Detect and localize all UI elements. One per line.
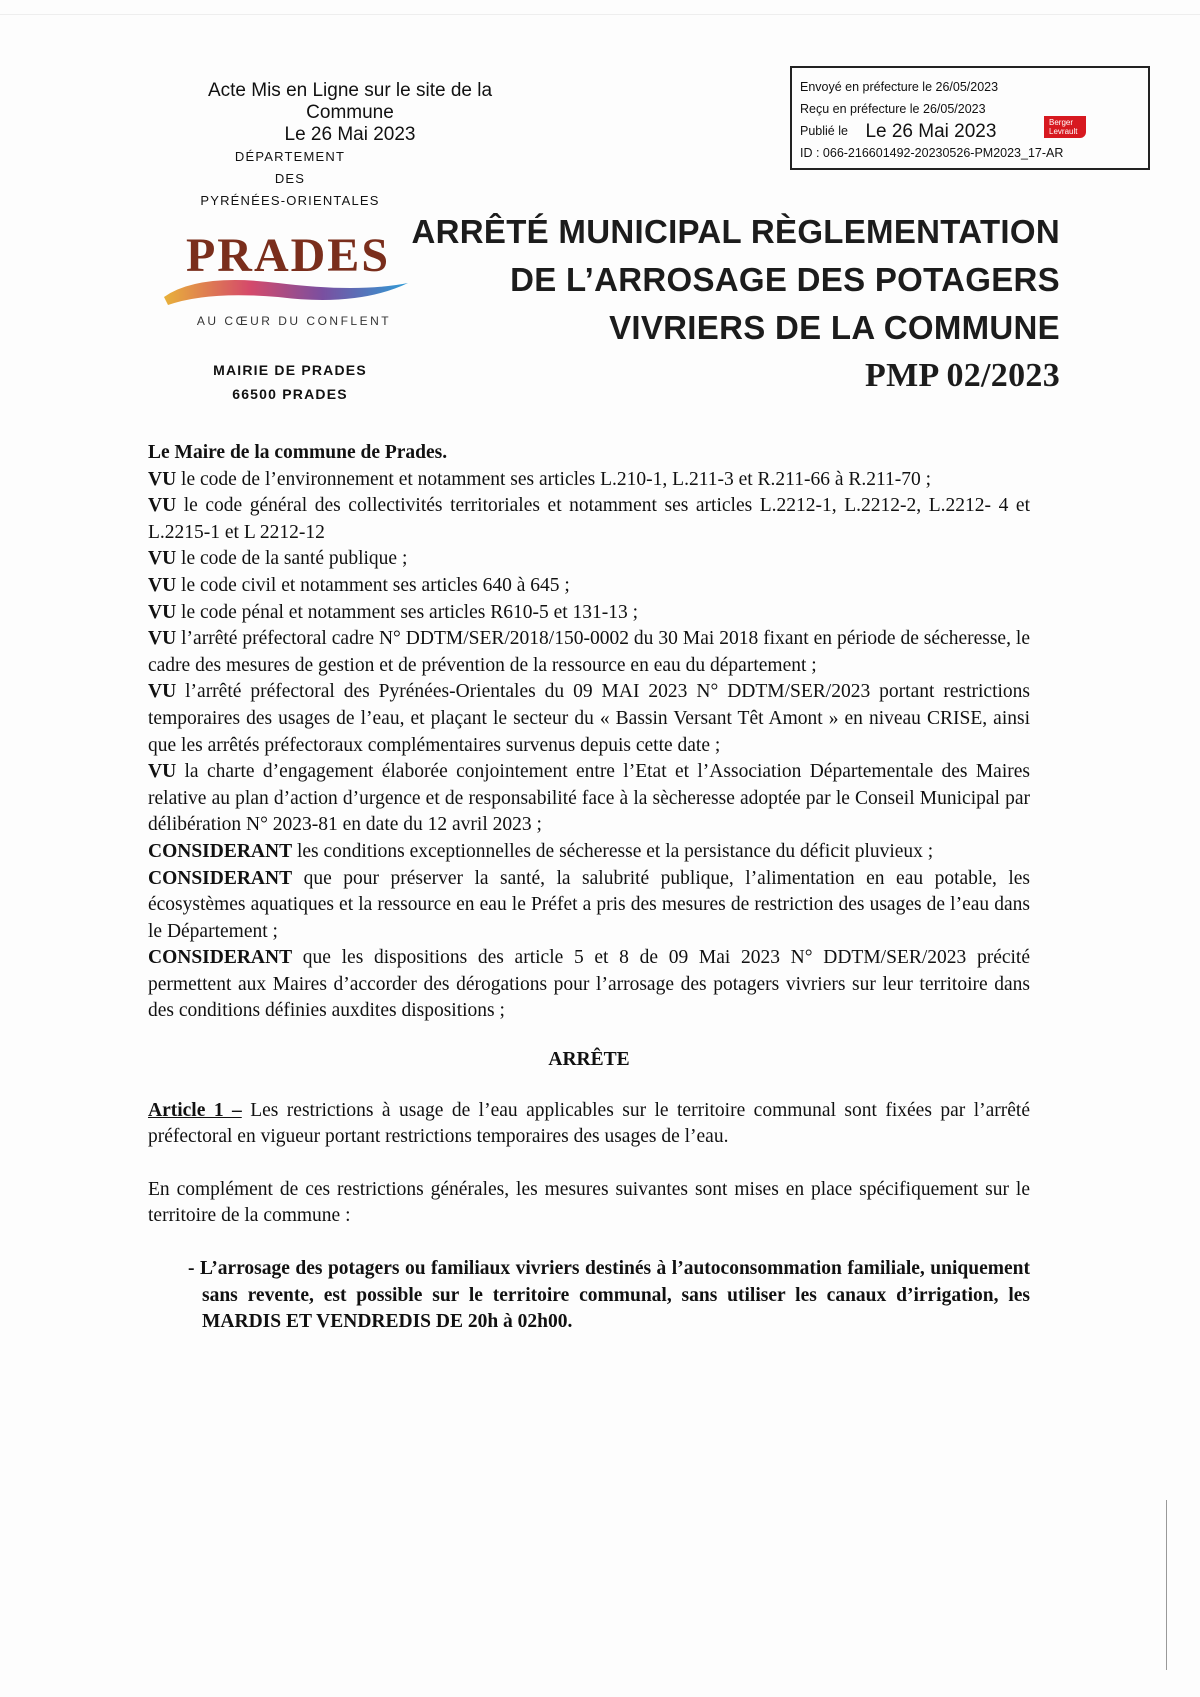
vu-paragraph: VU le code civil et notamment ses articles 640 à 645 ;	[148, 574, 570, 596]
scan-margin-line	[1166, 1500, 1167, 1670]
title-reference: PMP 02/2023	[865, 357, 1060, 394]
stamp-id: ID : 066-216601492-20230526-PM2023_17-AR	[800, 146, 1064, 160]
department-line-2: DES	[274, 171, 306, 186]
arrete-heading: ARRÊTE	[548, 1049, 630, 1071]
vu-paragraph: VU le code de la santé publique ;	[148, 548, 408, 570]
online-line-2: Le 26 Mai 2023	[284, 124, 416, 145]
document-body	[148, 440, 1030, 1336]
scan-edge	[0, 14, 1200, 15]
stamp-sent: Envoyé en préfecture le 26/05/2023	[800, 80, 999, 94]
vu-paragraph: VU le code général des collectivités territoriales et notamment ses articles L.2212-1, L.2212-2, L.2212- 4 et L.2215-1 et L 2212-12	[148, 495, 1030, 543]
watering-rule: - L’arrosage des potagers ou familiaux vivriers destinés à l’autoconsommation familiale, uniquement sans revente, est possible sur le territoire communal, sans utiliser les canaux d’irrigation, les MARDIS ET VENDREDIS DE 20h à 02h00.	[188, 1258, 1030, 1333]
online-publication-note	[200, 80, 500, 146]
prefecture-stamp	[790, 66, 1150, 170]
online-line-1: Acte Mis en Ligne sur le site de la Commune	[207, 80, 493, 123]
prades-logo	[158, 225, 418, 335]
stamp-published-date: Le 26 Mai 2023	[865, 120, 997, 142]
complement-paragraph: En complément de ces restrictions générales, les mesures suivantes sont mises en place spécifiquement sur le territoire de la commune :	[148, 1178, 1030, 1227]
logo-wordmark: PRADES	[185, 229, 391, 282]
vu-paragraph: VU l’arrêté préfectoral des Pyrénées-Orientales du 09 MAI 2023 N° DDTM/SER/2023 portant restrictions temporaires des usages de l’eau, et plaçant le secteur du « Bassin Versant Têt Amont » en niveau CRISE, ainsi que les arrêtés préfectoraux complémentaires survenus depuis cette date ;	[148, 681, 1030, 756]
berger-levrault-badge	[1044, 116, 1086, 138]
stamp-published-label: Publié le	[800, 124, 848, 138]
logo-tagline: AU CŒUR DU CONFLENT	[196, 314, 392, 328]
vu-paragraph: VU le code de l’environnement et notamment ses articles L.210-1, L.211-3 et R.211-66 à R.211-70 ;	[148, 468, 932, 490]
badge-line-2: Levrault	[1049, 127, 1078, 136]
mairie-line-1: MAIRIE DE PRADES	[213, 362, 367, 378]
considerant-paragraph: CONSIDERANT que pour préserver la santé, la salubrité publique, l’alimentation en eau potable, les écosystèmes aquatiques et la ressource en eau le Préfet a pris des mesures de restriction des usages de l’eau dans le Département ;	[148, 867, 1030, 942]
badge-line-1: Berger	[1049, 118, 1074, 127]
mairie-address	[170, 358, 410, 406]
mairie-line-2: 66500 PRADES	[232, 386, 348, 402]
department-header	[170, 146, 410, 212]
vu-paragraph: VU le code pénal et notamment ses articles R610-5 et 131-13 ;	[148, 601, 639, 623]
vu-paragraph: VU la charte d’engagement élaborée conjointement entre l’Etat et l’Association Départementale des Maires relative au plan d’action d’urgence et de responsabilité face à la sècheresse adoptée par le Conseil Municipal par délibération N° 2023-81 en date du 12 avril 2023 ;	[148, 761, 1030, 836]
considerant-paragraph: CONSIDERANT les conditions exceptionnelles de sécheresse et la persistance du déficit pluvieux ;	[148, 840, 934, 862]
document-title	[380, 208, 1060, 400]
intro: Le Maire de la commune de Prades.	[148, 442, 448, 463]
title-line-3: VIVRIERS DE LA COMMUNE	[609, 309, 1060, 346]
stamp-published	[800, 120, 1140, 142]
department-line-3: PYRÉNÉES-ORIENTALES	[200, 193, 380, 208]
title-line-1: ARRÊTÉ MUNICIPAL RÈGLEMENTATION	[411, 213, 1060, 250]
title-line-2: DE L’ARROSAGE DES POTAGERS	[510, 261, 1060, 298]
stamp-received: Reçu en préfecture le 26/05/2023	[800, 102, 986, 116]
considerant-paragraph: CONSIDERANT que les dispositions des article 5 et 8 de 09 Mai 2023 N° DDTM/SER/2023 précité permettent aux Maires d’accorder des dérogations pour l’arrosage des potagers vivriers sur leur territoire dans des conditions définies auxdites dispositions ;	[148, 947, 1030, 1022]
department-line-1: DÉPARTEMENT	[234, 149, 346, 164]
vu-paragraph: VU l’arrêté préfectoral cadre N° DDTM/SER/2018/150-0002 du 30 Mai 2018 fixant en période de sécheresse, le cadre des mesures de gestion et de prévention de la ressource en eau du département ;	[148, 628, 1030, 676]
article-1: Article 1 – Les restrictions à usage de l’eau applicables sur le territoire communal sont fixées par l’arrêté préfectoral en vigueur portant restrictions temporaires des usages de l’eau.	[148, 1099, 1030, 1148]
